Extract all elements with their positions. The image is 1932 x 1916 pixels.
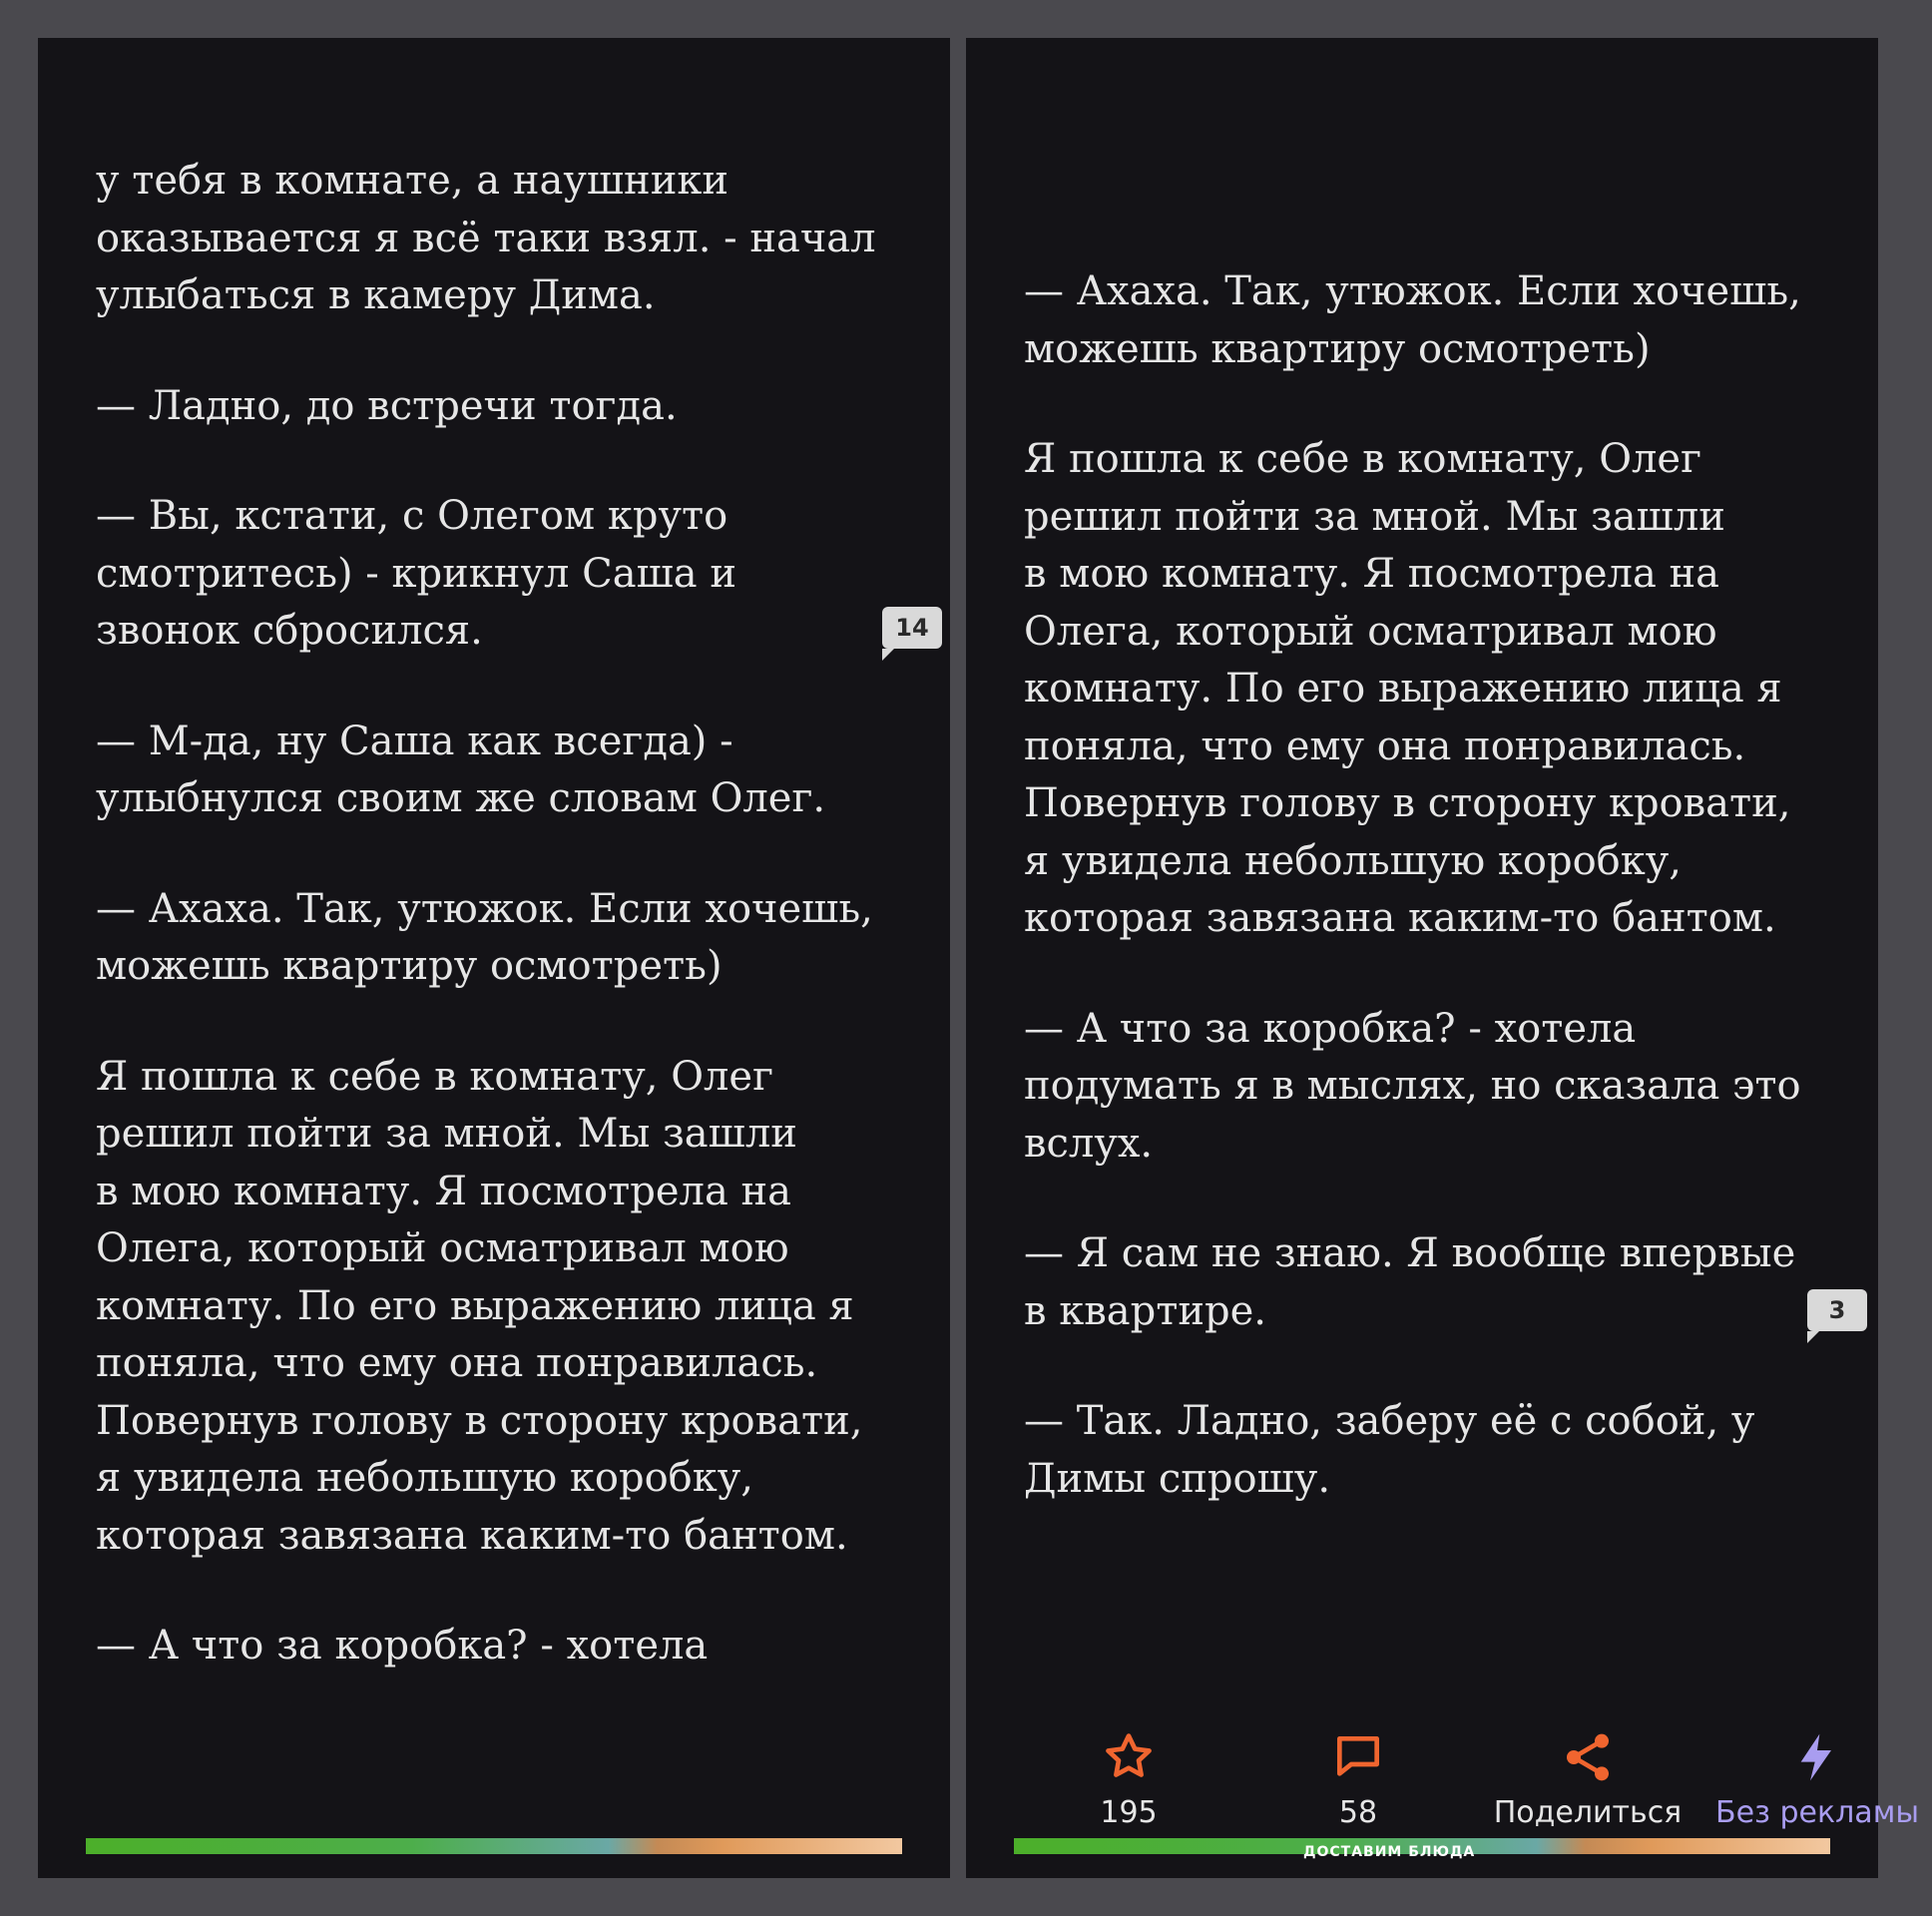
paragraph: — Ладно, до встречи тогда. bbox=[96, 382, 678, 429]
star-button[interactable] bbox=[1014, 1729, 1243, 1833]
paragraph: Я пошла к себе в комнату, Олег решил пойти за мной. Мы зашли в мою комнату. Я посмотрела на Олега, который осматривал мою комнату. По его выражению лица я поняла, что ему она понравилась. Повернув голову в сторону кровати, я увидела небольшую коробку, которая завязана каким-то бантом. bbox=[96, 1053, 863, 1559]
no-ads-label: Без рекламы bbox=[1714, 1795, 1920, 1830]
comment-count: 58 bbox=[1338, 1795, 1378, 1830]
paragraph: у тебя в комнате, а наушники оказывается я всё таки взял. - начал улыбаться в камеру Дима. bbox=[96, 158, 876, 318]
paragraph: — Вы, кстати, с Олегом круто смотритесь) - крикнул Саша и звонок сбросился. bbox=[96, 493, 736, 654]
paragraph: — Ахаха. Так, утюжок. Если хочешь, можешь квартиру осмотреть) bbox=[1024, 268, 1801, 372]
lightning-icon bbox=[1702, 1729, 1932, 1789]
comment-icon bbox=[1243, 1729, 1473, 1789]
ad-banner-text: ДОСТАВИМ БЛЮДА bbox=[1303, 1844, 1476, 1860]
ad-banner[interactable] bbox=[86, 1838, 902, 1854]
paragraph: — А что за коробка? - хотела bbox=[96, 1623, 709, 1669]
paragraph: — Ахаха. Так, утюжок. Если хочешь, можешь квартиру осмотреть) bbox=[96, 885, 873, 989]
paragraph: — А что за коробка? - хотела подумать я в мыслях, но сказала это вслух. bbox=[1024, 1005, 1801, 1167]
comments-button[interactable] bbox=[1243, 1729, 1473, 1833]
paragraph: — Я сам не знаю. Я вообще впервые в квартире. bbox=[1024, 1230, 1796, 1334]
paragraph-comment-badge[interactable]: 14 bbox=[882, 607, 942, 649]
paragraph: Я пошла к себе в комнату, Олег решил пойти за мной. Мы зашли в мою комнату. Я посмотрела на Олега, который осматривал мою комнату. По его выражению лица я поняла, что ему она понравилась. Повернув голову в сторону кровати, я увидела небольшую коробку, которая завязана каким-то бантом. bbox=[1024, 436, 1791, 941]
star-count: 195 bbox=[1100, 1795, 1158, 1830]
share-icon bbox=[1473, 1729, 1702, 1789]
left-reader-page bbox=[38, 38, 950, 1878]
ad-banner[interactable] bbox=[1014, 1838, 1830, 1860]
story-text bbox=[1024, 263, 1842, 1561]
share-button[interactable] bbox=[1473, 1729, 1702, 1833]
action-bar bbox=[1014, 1729, 1932, 1829]
no-ads-button[interactable] bbox=[1702, 1729, 1932, 1833]
share-label: Поделиться bbox=[1493, 1795, 1683, 1830]
paragraph: — М-да, ну Саша как всегда) - улыбнулся своим же словам Олег. bbox=[96, 718, 826, 821]
right-reader-page bbox=[966, 38, 1920, 1878]
paragraph-comment-badge[interactable]: 3 bbox=[1807, 1289, 1867, 1331]
story-text bbox=[96, 153, 914, 1728]
paragraph: — Так. Ладно, заберу её с собой, у Димы спрошу. bbox=[1024, 1398, 1755, 1502]
star-icon bbox=[1014, 1729, 1243, 1789]
